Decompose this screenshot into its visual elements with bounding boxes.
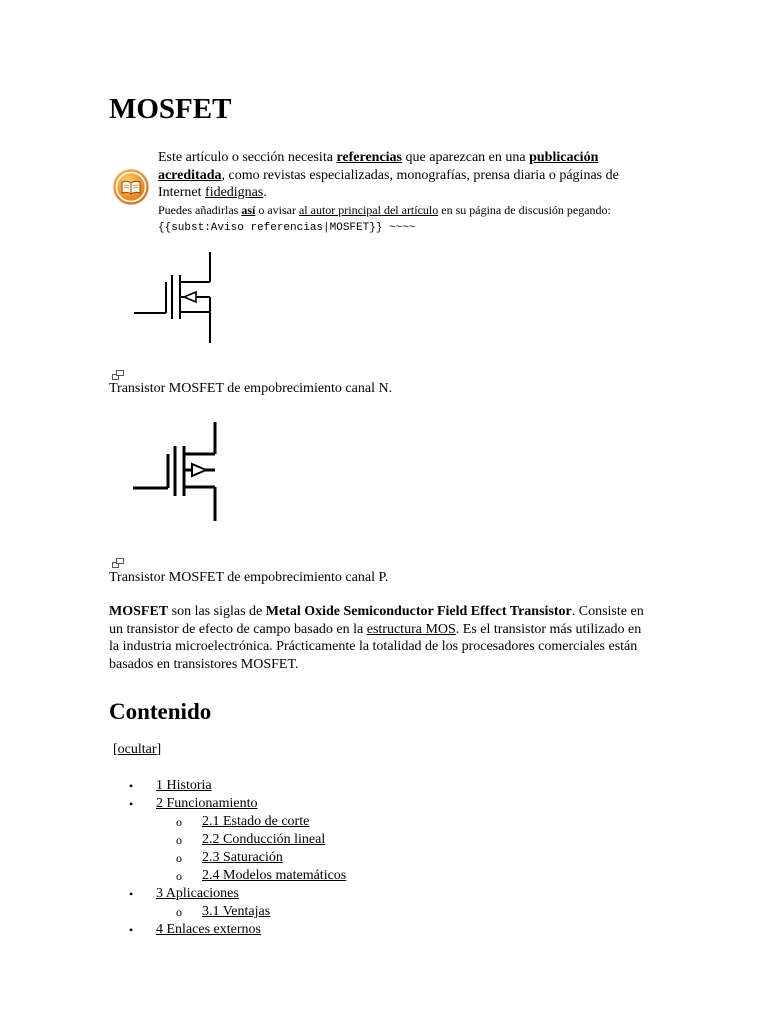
toc-item <box>109 903 346 921</box>
bullet-icon: • <box>129 923 134 937</box>
toc-link-historia[interactable]: 1 Historia <box>156 778 212 793</box>
bullet-icon: • <box>129 779 134 793</box>
toc-item <box>109 831 346 849</box>
fidedignas-link[interactable]: fidedignas <box>205 185 264 200</box>
estructura-mos-link[interactable]: estructura MOS <box>366 621 456 637</box>
toc-hide-link[interactable]: ocultar <box>117 742 157 757</box>
expand-icon[interactable] <box>112 370 124 380</box>
toc-item <box>109 867 346 885</box>
toc-item <box>109 777 346 795</box>
intro-paragraph: MOSFET son las siglas de Metal Oxide Semiconductor Field Effect Transistor. Consiste en un transistor de efecto de campo basado en la estructura MOS. Es el transistor más utilizado en la industria microelectrónica. Prácticamente la totalidad de los procesadores comerciales están basados en transistores MOSFET. <box>109 604 644 672</box>
template-code: {{subst:Aviso referencias|MOSFET}} ~~~~ <box>158 221 416 234</box>
autor-principal-link[interactable]: al autor principal del artículo <box>298 202 439 217</box>
book-icon <box>112 168 150 206</box>
toc-item <box>109 795 346 813</box>
notice-instructions: Puedes añadirlas así o avisar al autor principal del artículo en su página de discusión pegando: {{subst:Aviso referencias|MOSFET}} ~~~~ <box>158 202 611 234</box>
toc-item <box>109 813 346 831</box>
expand-icon[interactable] <box>112 558 124 568</box>
toc-item <box>109 849 346 867</box>
circle-bullet-icon: o <box>176 815 182 829</box>
mosfet-n-channel-symbol <box>128 248 218 348</box>
toc-link-funcionamiento[interactable]: 2 Funcionamiento <box>156 796 258 811</box>
circle-bullet-icon: o <box>176 833 182 847</box>
toc-heading: Contenido <box>109 699 212 724</box>
toc-link-estado-de-corte[interactable]: 2.1 Estado de corte <box>202 814 310 829</box>
page-title: MOSFET <box>109 93 232 125</box>
bullet-icon: • <box>129 887 134 901</box>
intro-expansion: Metal Oxide Semiconductor Field Effect Transistor <box>265 604 572 619</box>
toc-list <box>109 777 346 939</box>
toc-link-saturacion[interactable]: 2.3 Saturación <box>202 850 283 865</box>
toc-link-ventajas[interactable]: 3.1 Ventajas <box>202 904 271 919</box>
toc-link-enlaces-externos[interactable]: 4 Enlaces externos <box>156 922 261 937</box>
intro-term: MOSFET <box>109 604 169 619</box>
circle-bullet-icon: o <box>176 851 182 865</box>
asi-link[interactable]: así <box>241 202 256 217</box>
publicacion-acreditada-link[interactable]: publicación acreditada <box>158 150 599 183</box>
circle-bullet-icon: o <box>176 869 182 883</box>
mosfet-p-channel-symbol <box>128 418 223 524</box>
toc-link-conduccion-lineal[interactable]: 2.2 Conducción lineal <box>202 832 326 847</box>
notice-main-text: Este artículo o sección necesita referencias que aparezcan en una publicación acreditada, como revistas especializadas, monografías, prensa diaria o páginas de Internet fidedignas. <box>158 150 619 200</box>
toc-toggle: [ocultar] <box>113 742 162 757</box>
bullet-icon: • <box>129 797 134 811</box>
toc-link-aplicaciones[interactable]: 3 Aplicaciones <box>156 886 239 901</box>
circle-bullet-icon: o <box>176 905 182 919</box>
figure-caption: Transistor MOSFET de empobrecimiento canal P. <box>109 570 389 585</box>
toc-item <box>109 921 346 939</box>
toc-item <box>109 885 346 903</box>
toc-link-modelos-matematicos[interactable]: 2.4 Modelos matemáticos <box>202 868 347 883</box>
references-notice <box>158 149 658 236</box>
referencias-link[interactable]: referencias <box>336 150 403 165</box>
figure-caption: Transistor MOSFET de empobrecimiento canal N. <box>109 381 393 396</box>
